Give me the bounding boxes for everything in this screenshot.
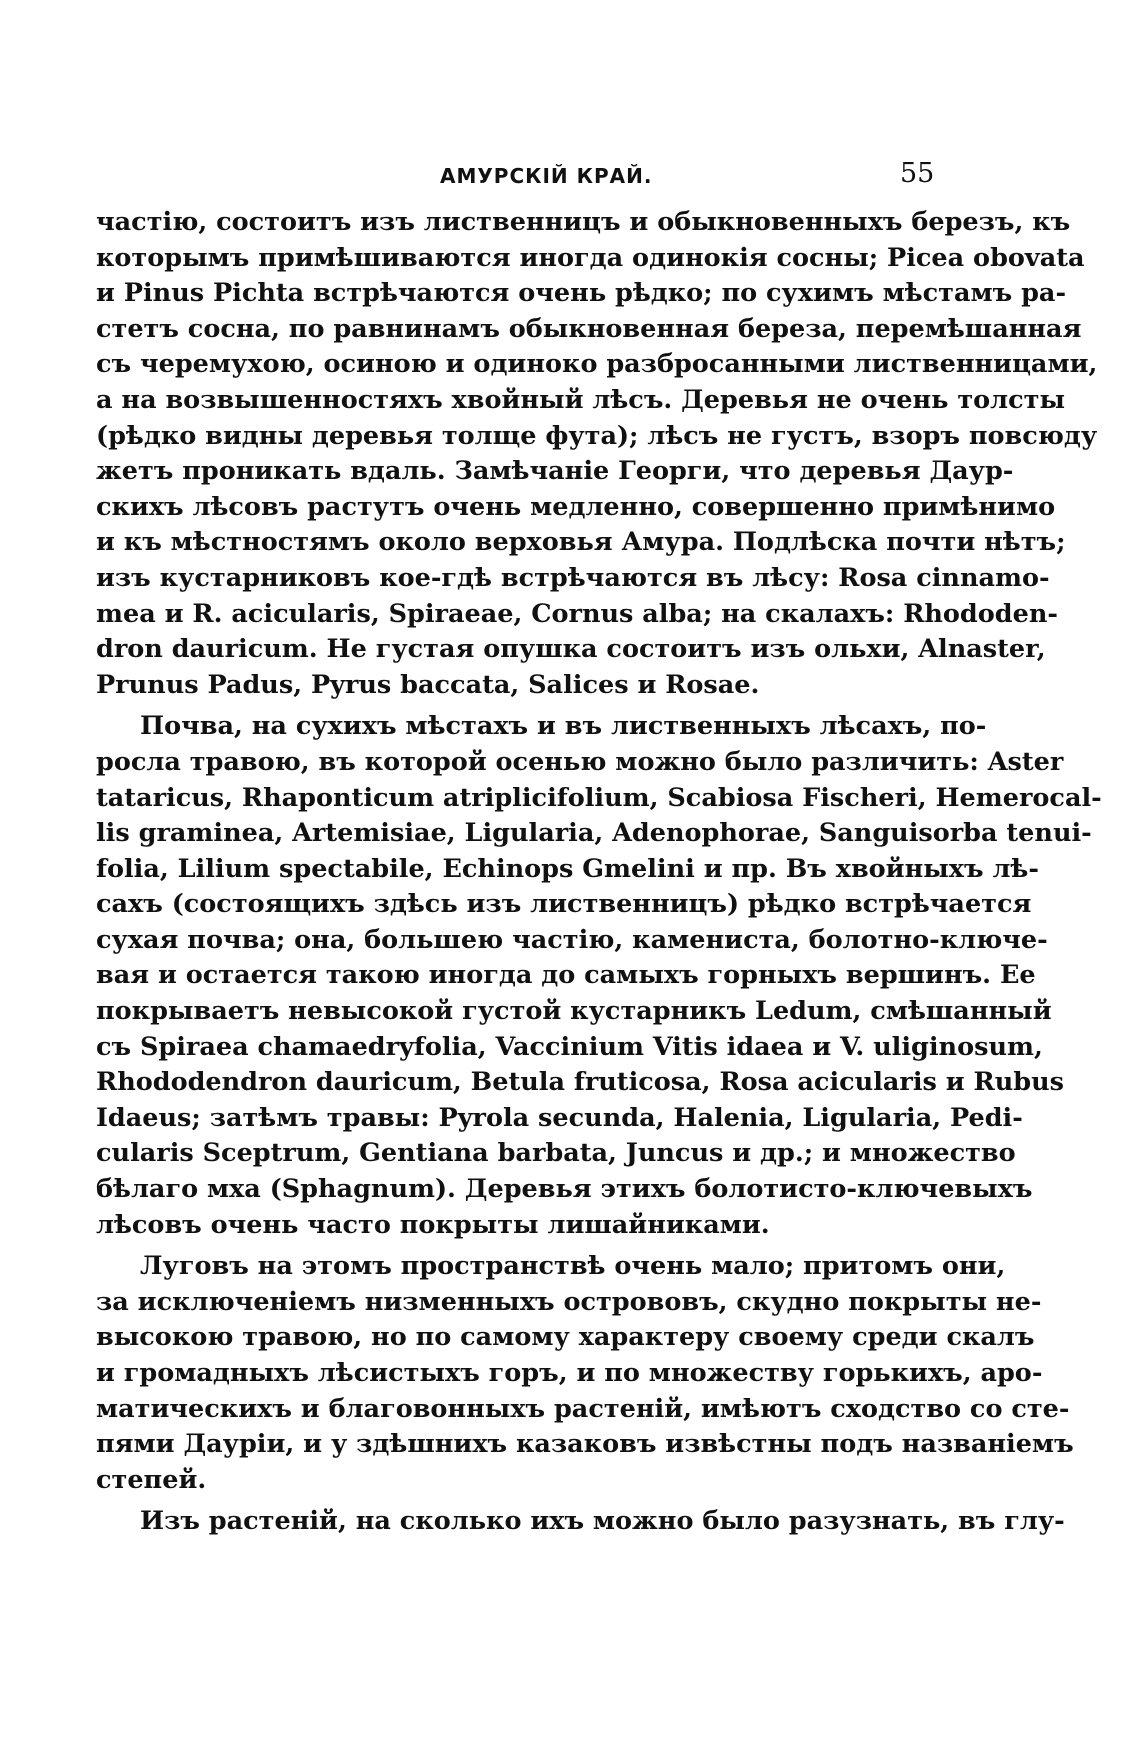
- text-line: и Pinus Pichta встрѣчаются очень рѣдко; по сухимъ мѣстамъ ра-: [96, 278, 1067, 309]
- text-line: съ черемухою, осиною и одиноко разбросанными лиственницами,: [96, 349, 1098, 380]
- text-line: tataricus, Rhaponticum atriplicifolium, Scabiosa Fischeri, Hemerocal-: [96, 782, 1102, 813]
- text-line: Изъ растеній, на сколько ихъ можно было разузнать, въ глу-: [140, 1506, 1065, 1537]
- text-line: вая и остается такою иногда до самыхъ горныхъ вершинъ. Ее: [96, 960, 1036, 991]
- text-line: стетъ сосна, по равнинамъ обыкновенная береза, перемѣшанная: [96, 313, 1082, 344]
- text-line: Prunus Padus, Pyrus baccata, Salices и Rosae.: [96, 669, 760, 700]
- text-line: покрываетъ невысокой густой кустарникъ Ledum, смѣшанный: [96, 996, 1052, 1027]
- paragraph: [96, 1504, 1065, 1540]
- text-line: dron dauricum. Не густая опушка состоитъ изъ ольхи, Alnaster,: [96, 634, 1046, 665]
- page-number: 55: [900, 158, 935, 189]
- text-line: бѣлаго мха (Sphagnum). Деревья этихъ болотисто-ключевыхъ: [96, 1174, 1033, 1205]
- text-line: частію, состоитъ изъ лиственницъ и обыкновенныхъ березъ, къ: [96, 207, 1071, 237]
- running-head-title: АМУРСКІЙ КРАЙ.: [440, 164, 653, 188]
- text-line: lis graminea, Artemisiae, Ligularia, Adenophorae, Sanguisorba tenui-: [96, 818, 1092, 849]
- text-line: жетъ проникать вдаль. Замѣчаніе Георги, что деревья Даур-: [96, 456, 1014, 487]
- text-line: Луговъ на этомъ пространствѣ очень мало; притомъ они,: [140, 1251, 1006, 1282]
- text-line: пями Даурiи, и у здѣшнихъ казаковъ извѣстны подъ названіемъ: [96, 1429, 1074, 1460]
- paragraph: [96, 205, 1098, 703]
- text-line: mea и R. acicularis, Spiraeae, Cornus alba; на скалахъ: Rhododen-: [96, 598, 1058, 629]
- text-line: Почва, на сухихъ мѣстахъ и въ лиственныхъ лѣсахъ, по-: [140, 711, 987, 742]
- text-line: скихъ лѣсовъ растутъ очень медленно, совершенно примѣнимо: [96, 491, 1056, 522]
- text-line: изъ кустарниковъ кое-гдѣ встрѣчаются въ лѣсу: Rosa cinnamo-: [96, 562, 1050, 593]
- text-line: за исключеніемъ низменныхъ острововъ, скудно покрыты не-: [96, 1286, 1042, 1317]
- text-line: а на возвышенностяхъ хвойный лѣсъ. Деревья не очень толсты: [96, 384, 1066, 415]
- text-line: cularis Sceptrum, Gentiana barbata, Juncus и др.; и множество: [96, 1138, 1016, 1169]
- text-line: степей.: [96, 1464, 207, 1495]
- text-line: Rhododendron dauricum, Betula fruticosa, Rosa acicularis и Rubus: [96, 1067, 1065, 1098]
- text-line: лѣсовъ очень часто покрыты лишайниками.: [96, 1209, 770, 1240]
- text-line: folia, Lilium spectabile, Echinops Gmelini и пр. Въ хвойныхъ лѣ-: [96, 853, 1039, 884]
- text-line: и громадныхъ лѣсистыхъ горъ, и по множеству горькихъ, аро-: [96, 1358, 1043, 1388]
- text-line: Idaeus; затѣмъ травы: Pyrola secunda, Halenia, Ligularia, Pedi-: [96, 1102, 1023, 1133]
- text-line: высокою травою, но по самому характеру своему среди скалъ: [96, 1322, 1035, 1353]
- paragraph: [96, 1249, 1074, 1498]
- text-line: которымъ примѣшиваются иногда одинокія сосны; Picea obovata: [96, 242, 1085, 273]
- text-line: (рѣдко видны деревья толще фута); лѣсъ не густъ, взоръ повсюду: [96, 420, 1098, 451]
- text-line: съ Spiraea chamaedryfolia, Vaccinium Vitis idaea и V. uliginosum,: [96, 1031, 1043, 1062]
- text-line: сухая почва; она, большею частію, камениста, болотно-ключе-: [96, 924, 1048, 955]
- body-text: [96, 205, 1102, 1540]
- running-head: [0, 158, 1140, 198]
- text-line: росла травою, въ которой осенью можно было различить: Aster: [96, 746, 1064, 777]
- paragraph: [96, 709, 1102, 1243]
- text-line: и къ мѣстностямъ около верховья Амура. Подлѣска почти нѣтъ;: [96, 527, 1066, 558]
- text-line: сахъ (состоящихъ здѣсь изъ лиственницъ) рѣдко встрѣчается: [96, 889, 1032, 920]
- text-line: матическихъ и благовонныхъ растеній, имѣютъ сходство со сте-: [96, 1393, 1070, 1424]
